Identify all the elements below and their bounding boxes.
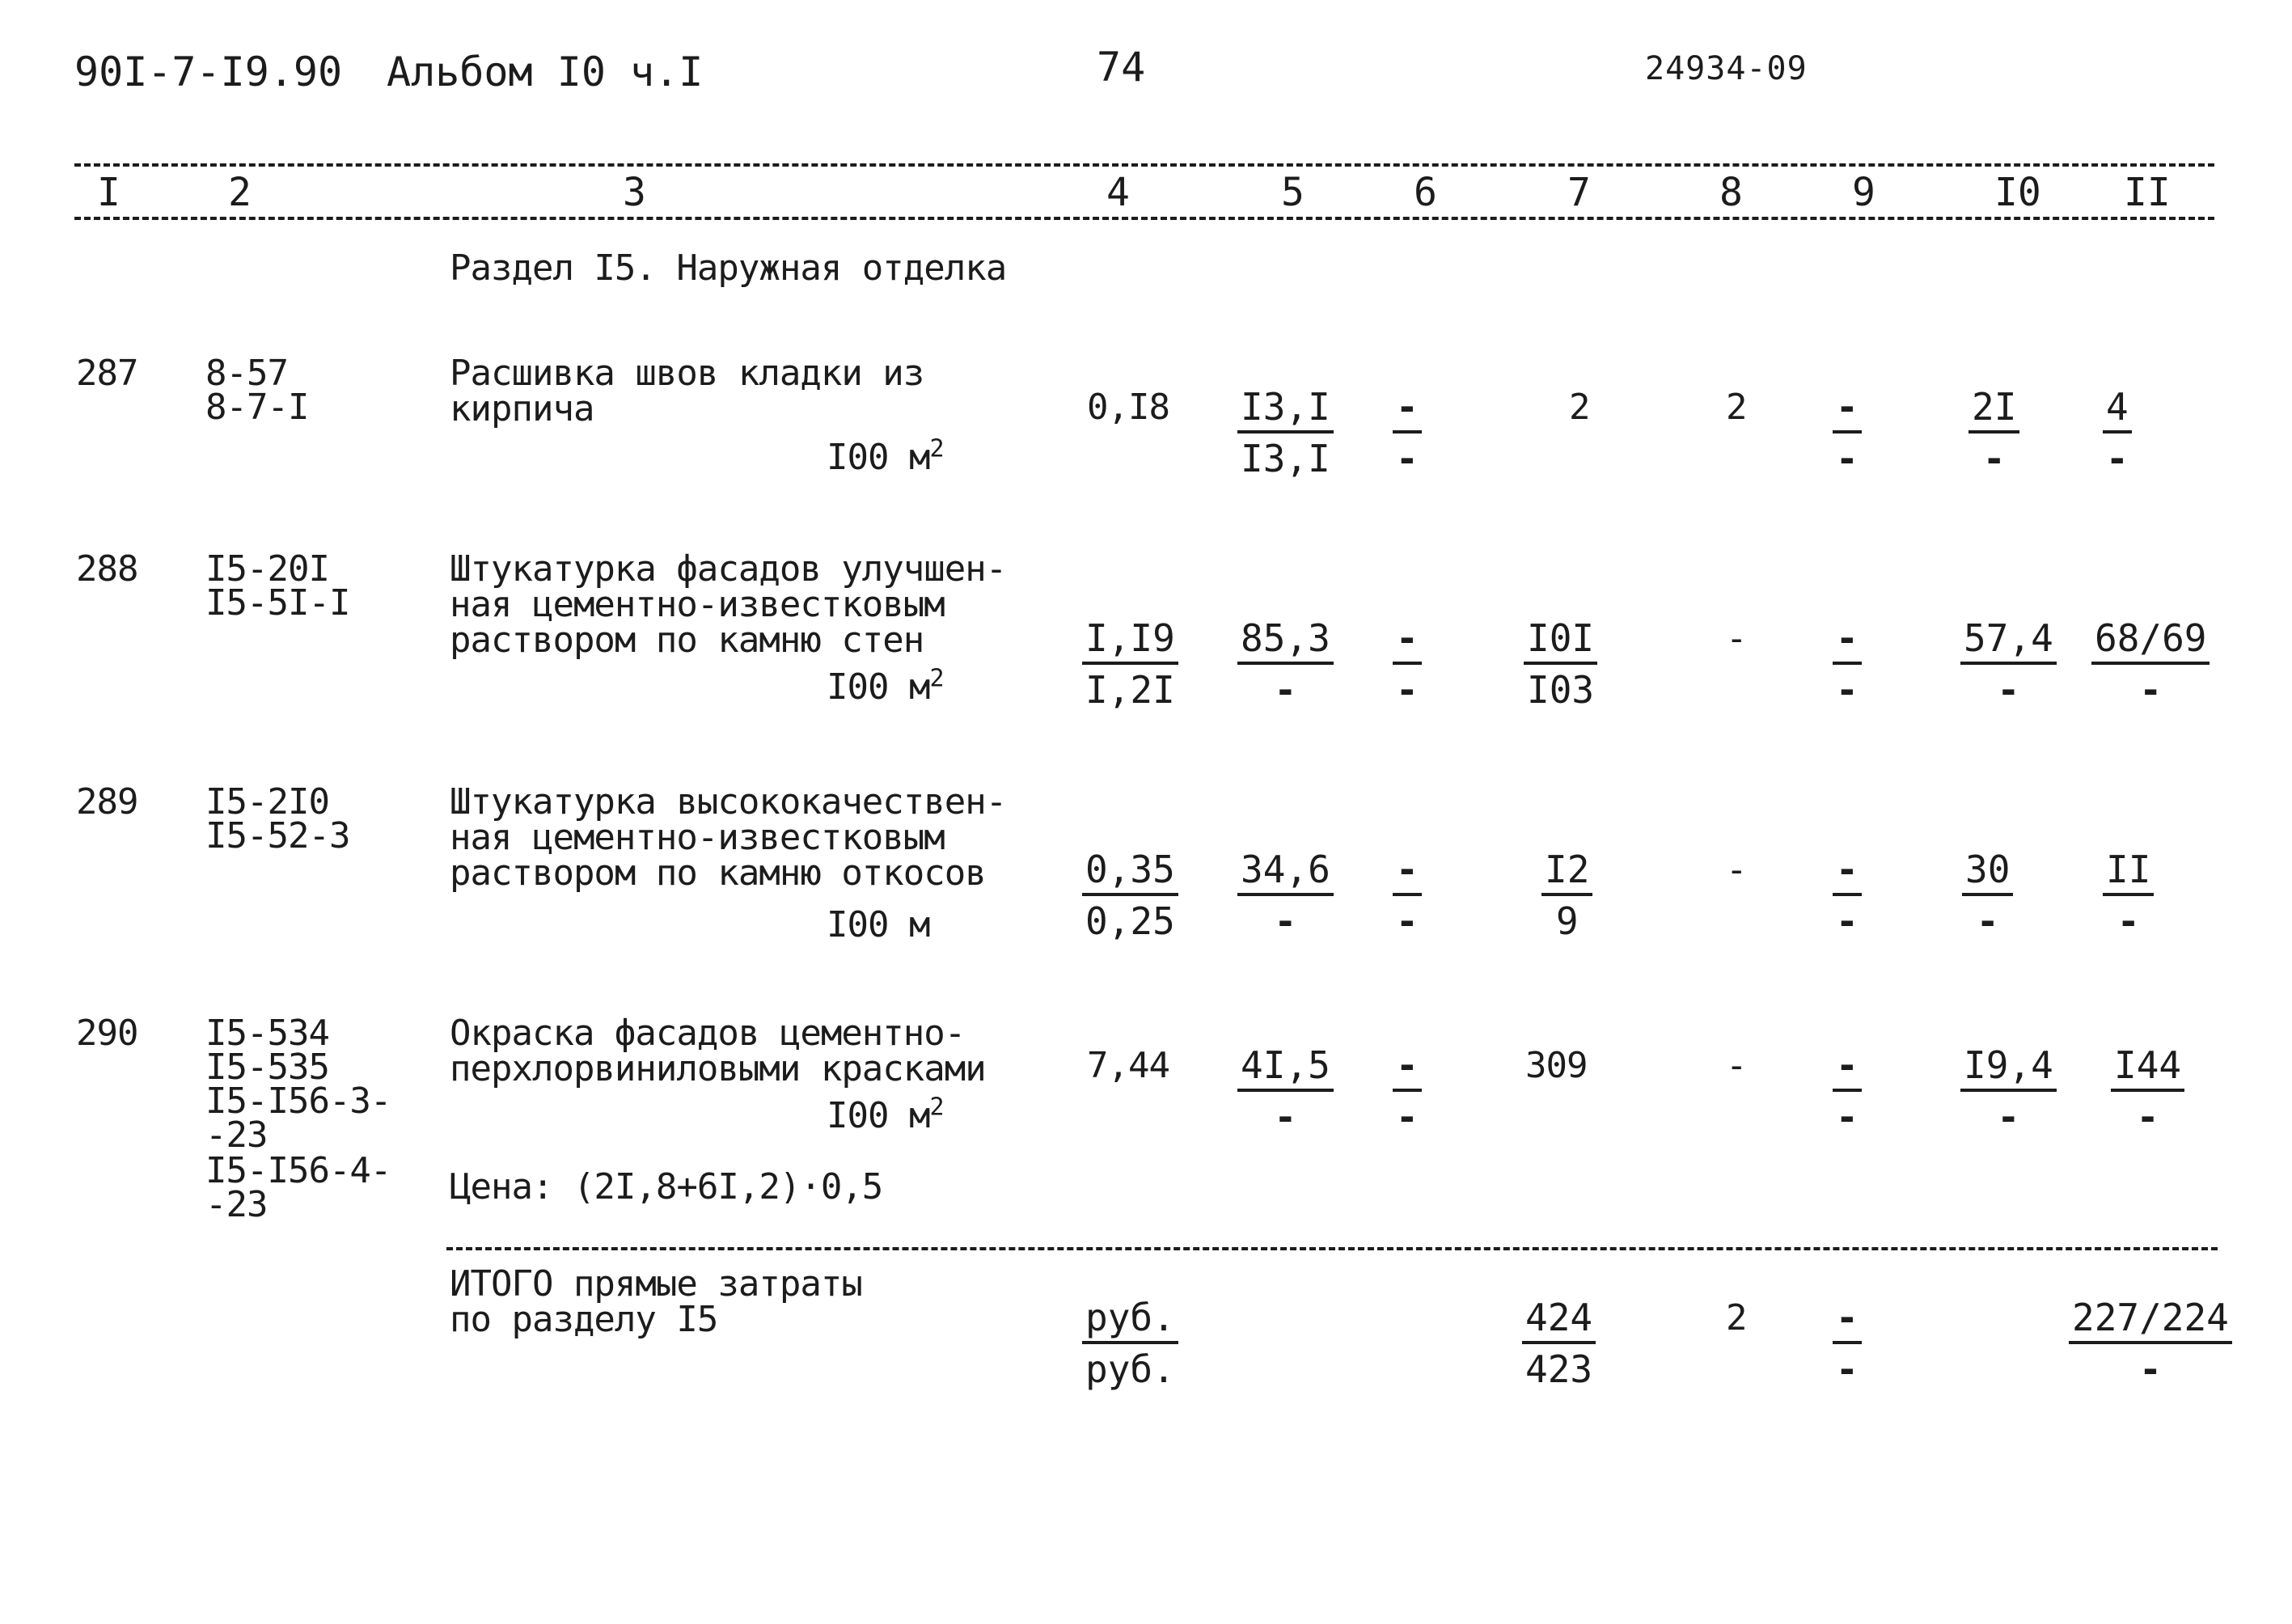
total-col8: 2 bbox=[1726, 1297, 1747, 1339]
cell-col6: - - bbox=[1393, 620, 1422, 708]
cell-col6: - - bbox=[1393, 851, 1422, 940]
row-description: перхлорвиниловыми красками bbox=[450, 1048, 986, 1089]
page-number: 74 bbox=[1097, 44, 1146, 91]
row-code: I5-535 bbox=[205, 1047, 329, 1088]
total-label: ИТОГО прямые затраты bbox=[450, 1263, 862, 1305]
col-header-2: 2 bbox=[228, 170, 252, 215]
row-code: 8-57 bbox=[205, 353, 288, 394]
col-header-8: 8 bbox=[1719, 170, 1743, 215]
cell-col5: 4I,5 - bbox=[1237, 1047, 1334, 1136]
row-description: кирпича bbox=[450, 388, 594, 429]
archive-stamp: 24934-09 bbox=[1645, 50, 1808, 87]
total-col9: - - bbox=[1833, 1299, 1862, 1388]
cell-col11: 68/69 - bbox=[2091, 620, 2210, 708]
row-code: 8-7-I bbox=[205, 387, 309, 428]
total-label: по разделу I5 bbox=[450, 1299, 718, 1340]
row-code: I5-20I bbox=[205, 548, 329, 590]
row-code: I5-I56-4- bbox=[205, 1150, 391, 1191]
cell-col7: $\frac{I2}{9}$ bbox=[1541, 851, 1592, 940]
cell-col6: - - bbox=[1393, 388, 1422, 477]
section-title: Раздел I5. Наружная отделка bbox=[450, 247, 1007, 289]
cell-col10: 30 - bbox=[1962, 851, 2013, 940]
row-code: I5-2I0 bbox=[205, 781, 329, 823]
total-col4: руб. руб. bbox=[1082, 1299, 1178, 1388]
cell-col10: 57,4 - bbox=[1960, 620, 2057, 708]
cell-col7: $\frac{I0I}{I03}$ bbox=[1524, 620, 1597, 708]
col-header-6: 6 bbox=[1414, 170, 1437, 215]
cell-col5: 34,6 - bbox=[1237, 851, 1334, 940]
col-header-5: 5 bbox=[1281, 170, 1305, 215]
cell-col6: - - bbox=[1393, 1047, 1422, 1136]
row-code: I5-5I-I bbox=[205, 582, 350, 624]
total-rule bbox=[446, 1247, 2218, 1250]
cell-col8: - bbox=[1726, 618, 1747, 659]
row-description: Расшивка швов кладки из bbox=[450, 353, 924, 394]
col-header-11: II bbox=[2124, 170, 2171, 215]
row-description: Штукатурка высококачествен- bbox=[450, 781, 1007, 823]
document-series: 90I-7-I9.90 bbox=[74, 49, 343, 95]
row-description: ная цементно-известковым bbox=[450, 817, 945, 858]
row-code: -23 bbox=[205, 1114, 268, 1156]
row-description: ная цементно-известковым bbox=[450, 584, 945, 625]
cell-col11: II - bbox=[2103, 851, 2154, 940]
row-description: Штукатурка фасадов улучшен- bbox=[450, 548, 1007, 590]
row-number: 287 bbox=[76, 353, 138, 394]
row-description: раствором по камню откосов bbox=[450, 852, 986, 894]
row-code: -23 bbox=[205, 1184, 268, 1225]
header-top-rule bbox=[74, 163, 2214, 167]
cell-col4: 0,I8 bbox=[1087, 387, 1169, 428]
row-number: 288 bbox=[76, 548, 138, 590]
cell-col7: 309 bbox=[1525, 1045, 1588, 1086]
cell-col7: 2 bbox=[1569, 387, 1590, 428]
row-unit: I00 $м^2$ bbox=[827, 434, 944, 478]
total-col11: 227/224 - bbox=[2069, 1299, 2232, 1388]
cell-col4: $\frac{I,I9}{I,2I}$ bbox=[1082, 620, 1178, 708]
row-unit: I00 $м^2$ bbox=[827, 1093, 944, 1136]
cell-col8: 2 bbox=[1726, 387, 1747, 428]
row-description: раствором по камню стен bbox=[450, 620, 924, 661]
header-bottom-rule bbox=[74, 217, 2214, 220]
cell-col8: - bbox=[1726, 1045, 1747, 1086]
album-label: Альбом I0 ч.I bbox=[387, 49, 704, 95]
row-code: I5-I56-3- bbox=[205, 1081, 391, 1122]
total-col7: $\frac{424}{423}$ bbox=[1522, 1299, 1596, 1388]
col-header-4: 4 bbox=[1106, 170, 1130, 215]
cell-col10: I9,4 - bbox=[1960, 1047, 2057, 1136]
col-header-1: I bbox=[97, 170, 121, 215]
row-code: I5-52-3 bbox=[205, 815, 350, 856]
col-header-10: I0 bbox=[1994, 170, 2041, 215]
col-header-9: 9 bbox=[1852, 170, 1875, 215]
cell-col5: $\frac{I3,I}{I3,I}$ bbox=[1237, 388, 1334, 477]
row-description: Окраска фасадов цементно- bbox=[450, 1013, 966, 1054]
cell-col5: 85,3 - bbox=[1237, 620, 1334, 708]
cell-col9: - - bbox=[1833, 620, 1862, 708]
row-unit: I00 $м^2$ bbox=[827, 664, 944, 708]
cell-col10: 2I - bbox=[1968, 388, 2019, 477]
cell-col4: $\frac{0,35}{0,25}$ bbox=[1082, 851, 1178, 940]
cell-col11: 4 - bbox=[2103, 388, 2132, 477]
col-header-3: 3 bbox=[623, 170, 646, 215]
cell-col8: - bbox=[1726, 849, 1747, 890]
cell-col4: 7,44 bbox=[1087, 1045, 1169, 1086]
col-header-7: 7 bbox=[1567, 170, 1591, 215]
row-unit: I00 м bbox=[827, 904, 930, 945]
price-formula: Цена: (2I,8+6I,2)·0,5 bbox=[450, 1166, 883, 1207]
row-number: 289 bbox=[76, 781, 138, 823]
row-code: I5-534 bbox=[205, 1013, 329, 1054]
cell-col9: - - bbox=[1833, 388, 1862, 477]
cell-col9: - - bbox=[1833, 1047, 1862, 1136]
cell-col9: - - bbox=[1833, 851, 1862, 940]
row-number: 290 bbox=[76, 1013, 138, 1054]
cell-col11: I44 - bbox=[2111, 1047, 2184, 1136]
